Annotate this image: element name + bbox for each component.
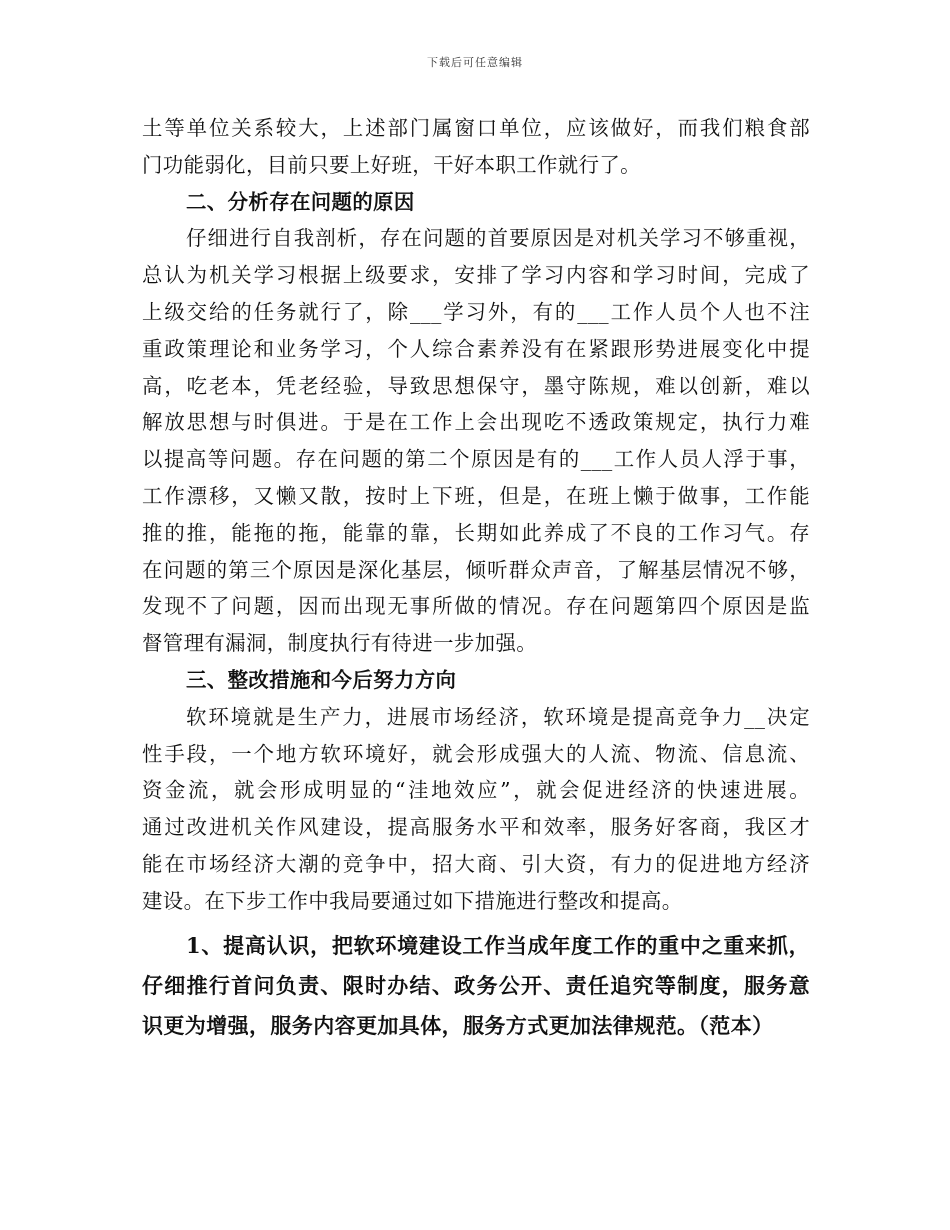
bold-text-line: 识更为增强，服务内容更加具体，服务方式更加法律规范。（范本） bbox=[142, 1012, 774, 1038]
page-header: 下载后可任意编辑 bbox=[427, 56, 523, 69]
text-line: 上级交给的任务就行了，除___学习外，有的___工作人员个人也不注 bbox=[142, 299, 810, 324]
text-line: 通过改进机关作风建设，提高服务水平和效率，服务好客商，我区才 bbox=[142, 815, 810, 840]
text-line: 工作漂移，又懒又散，按时上下班，但是，在班上懒于做事，工作能 bbox=[142, 483, 810, 508]
text-line: 总认为机关学习根据上级要求，安排了学习内容和学习时间，完成了 bbox=[142, 263, 810, 288]
text-line: 督管理有漏洞，制度执行有待进一步加强。 bbox=[142, 631, 538, 656]
text-line: 能在市场经济大潮的竞争中，招大商、引大资，有力的促进地方经济 bbox=[142, 851, 810, 876]
text-line: 门功能弱化，目前只要上好班，干好本职工作就行了。 bbox=[142, 152, 641, 177]
paragraph-continued bbox=[142, 110, 810, 184]
bold-text-line: 1、提高认识，把软环境建设工作当成年度工作的重中之重来抓， bbox=[186, 932, 810, 958]
text-line: 资金流，就会形成明显的“洼地效应”，就会促进经济的快速进展。 bbox=[142, 778, 810, 803]
text-line: 建设。在下步工作中我局要通过如下措施进行整改和提高。 bbox=[142, 888, 683, 913]
section-2 bbox=[142, 184, 810, 662]
text-line: 重政策理论和业务学习，个人综合素养没有在紧跟形势进展变化中提 bbox=[142, 336, 810, 361]
bold-text-line: 仔细推行首问负责、限时办结、政务公开、责任追究等制度，服务意 bbox=[142, 972, 810, 998]
text-line: 高，吃老本，凭老经验，导致思想保守，墨守陈规，难以创新，难以 bbox=[142, 373, 810, 398]
text-line: 以提高等问题。存在问题的第二个原因是有的___工作人员人浮于事， bbox=[142, 447, 810, 472]
text-line: 发现不了问题，因而出现无事所做的情况。存在问题第四个原因是监 bbox=[142, 594, 810, 619]
section-heading: 三、整改措施和今后努力方向 bbox=[186, 667, 457, 692]
text-line: 解放思想与时俱进。于是在工作上会出现吃不透政策规定，执行力难 bbox=[142, 410, 810, 435]
text-line: 土等单位关系较大，上述部门属窗口单位，应该做好，而我们粮食部 bbox=[142, 116, 810, 140]
text-line: 仔细进行自我剖析，存在问题的首要原因是对机关学习不够重视， bbox=[186, 226, 810, 251]
section-heading: 二、分析存在问题的原因 bbox=[186, 189, 415, 214]
text-line: 性手段，一个地方软环境好，就会形成强大的人流、物流、信息流、 bbox=[142, 741, 810, 766]
text-line: 推的推，能拖的拖，能靠的靠，长期如此养成了不良的工作习气。存 bbox=[142, 520, 810, 545]
document-body bbox=[142, 110, 810, 1046]
text-line: 软环境就是生产力，进展市场经济，软环境是提高竞争力__决定 bbox=[186, 704, 810, 729]
section-3 bbox=[142, 662, 810, 920]
item-1 bbox=[142, 926, 810, 1046]
text-line: 在问题的第三个原因是深化基层，倾听群众声音，了解基层情况不够， bbox=[142, 557, 810, 582]
